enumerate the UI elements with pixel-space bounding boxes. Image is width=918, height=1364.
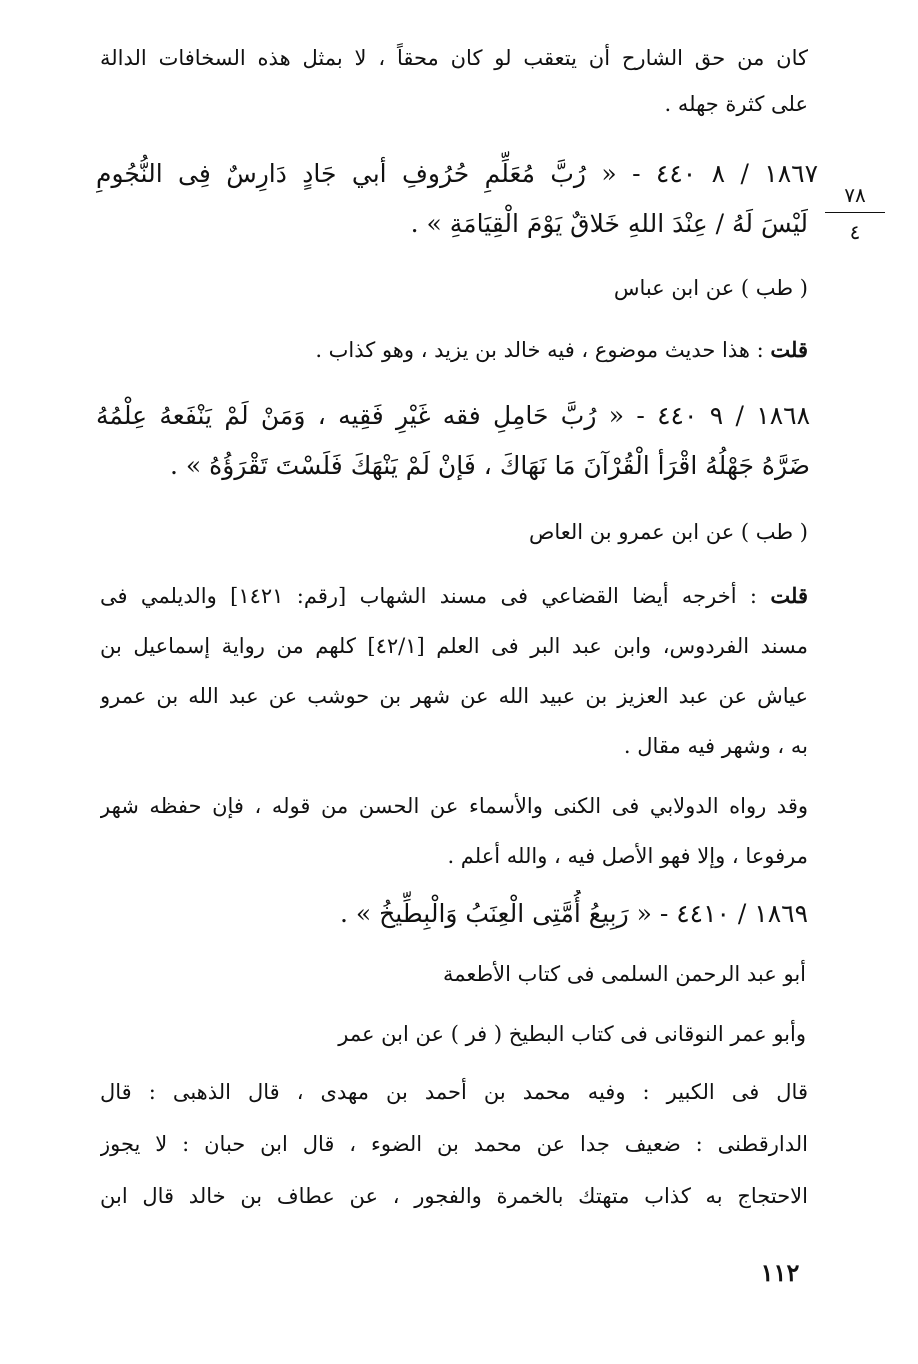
note-line: وقد رواه الدولابي فى الكنى والأسماء عن الحسن من قوله ، فإن حفظه شهر <box>100 794 808 818</box>
note-line: مرفوعا ، وإلا فهو الأصل فيه ، والله أعلم . <box>447 844 808 868</box>
hadith-1868-line: ضَرَّهُ جَهْلُهُ اقْرَأ الْقُرْآنَ مَا نَهَاكَ ، فَإنْ لَمْ يَنْهَكَ فَلَسْتَ تَقْرَؤُهُ » . <box>170 451 810 480</box>
commentary-line: قال فى الكبير : وفيه محمد بن أحمد بن مهدى ، قال الذهبى : قال <box>100 1080 808 1104</box>
commentary-line: على كثرة جهله . <box>664 92 808 116</box>
note-line <box>100 576 808 616</box>
commentary-line: الاحتجاج به كذاب متهتك بالخمرة والفجور ، عن عطاف بن خالد قال ابن <box>100 1184 808 1208</box>
note-line <box>100 330 808 370</box>
note-text: : أخرجه أيضا القضاعي فى مسند الشهاب [رقم: ١٤٢١] والديلمي فى <box>100 584 757 608</box>
page-number: ١١٢ <box>760 1258 800 1287</box>
note-line: به ، وشهر فيه مقال . <box>623 734 808 758</box>
margin-reference-part: ٤ <box>849 220 861 244</box>
hadith-source: ( طب ) عن ابن عمرو بن العاص <box>528 520 808 544</box>
hadith-1868-line: ١٨٦٨ / ٩ ٤٤٠ - « رُبَّ حَامِلِ فقه غَيْرِ فَقِيه ، وَمَنْ لَمْ يَنْفَعهُ عِلْمُهُ <box>96 401 810 430</box>
hadith-1867-line: لَيْسَ لَهُ / عِنْدَ اللهِ خَلاقٌ يَوْمَ الْقِيَامَةِ » . <box>410 209 808 238</box>
margin-reference <box>825 180 885 247</box>
commentary-line: الدارقطنى : ضعيف جدا عن محمد بن الضوء ، قال ابن حبان : لا يجوز <box>100 1132 808 1156</box>
margin-reference-volume: ٧٨ <box>825 180 885 213</box>
hadith-source: أبو عبد الرحمن السلمى فى كتاب الأطعمة <box>442 962 806 986</box>
note-label: قلت <box>770 337 808 362</box>
note-line: مسند الفردوس، وابن عبد البر فى العلم [٤٢/١] كلهم من رواية إسماعيل بن <box>100 634 808 658</box>
note-label: قلت <box>770 583 808 608</box>
hadith-1867-line: ١٨٦٧ / ٨ ٤٤٠ - « رُبَّ مُعَلِّمِ حُرُوفِ أبي جَادٍ دَارِسٌ فِى النُّجُومِ <box>96 159 818 188</box>
hadith-1869-line: ١٨٦٩ / ٤٤١٠ - « رَبِيعُ أُمَّتِى الْعِنَبُ وَالْبِطِّيخُ » . <box>339 899 808 928</box>
note-text: : هذا حديث موضوع ، فيه خالد بن يزيد ، وهو كذاب . <box>315 338 764 362</box>
hadith-source: ( طب ) عن ابن عباس <box>613 276 808 300</box>
hadith-source: وأبو عمر النوقانى فى كتاب البطيخ ( فر ) عن ابن عمر <box>338 1022 806 1046</box>
commentary-line: كان من حق الشارح أن يتعقب لو كان محقاً ، لا بمثل هذه السخافات الدالة <box>100 46 808 70</box>
note-line: عياش عن عبد العزيز بن عبيد الله عن شهر بن حوشب عن عبد الله بن عمرو <box>100 684 808 708</box>
